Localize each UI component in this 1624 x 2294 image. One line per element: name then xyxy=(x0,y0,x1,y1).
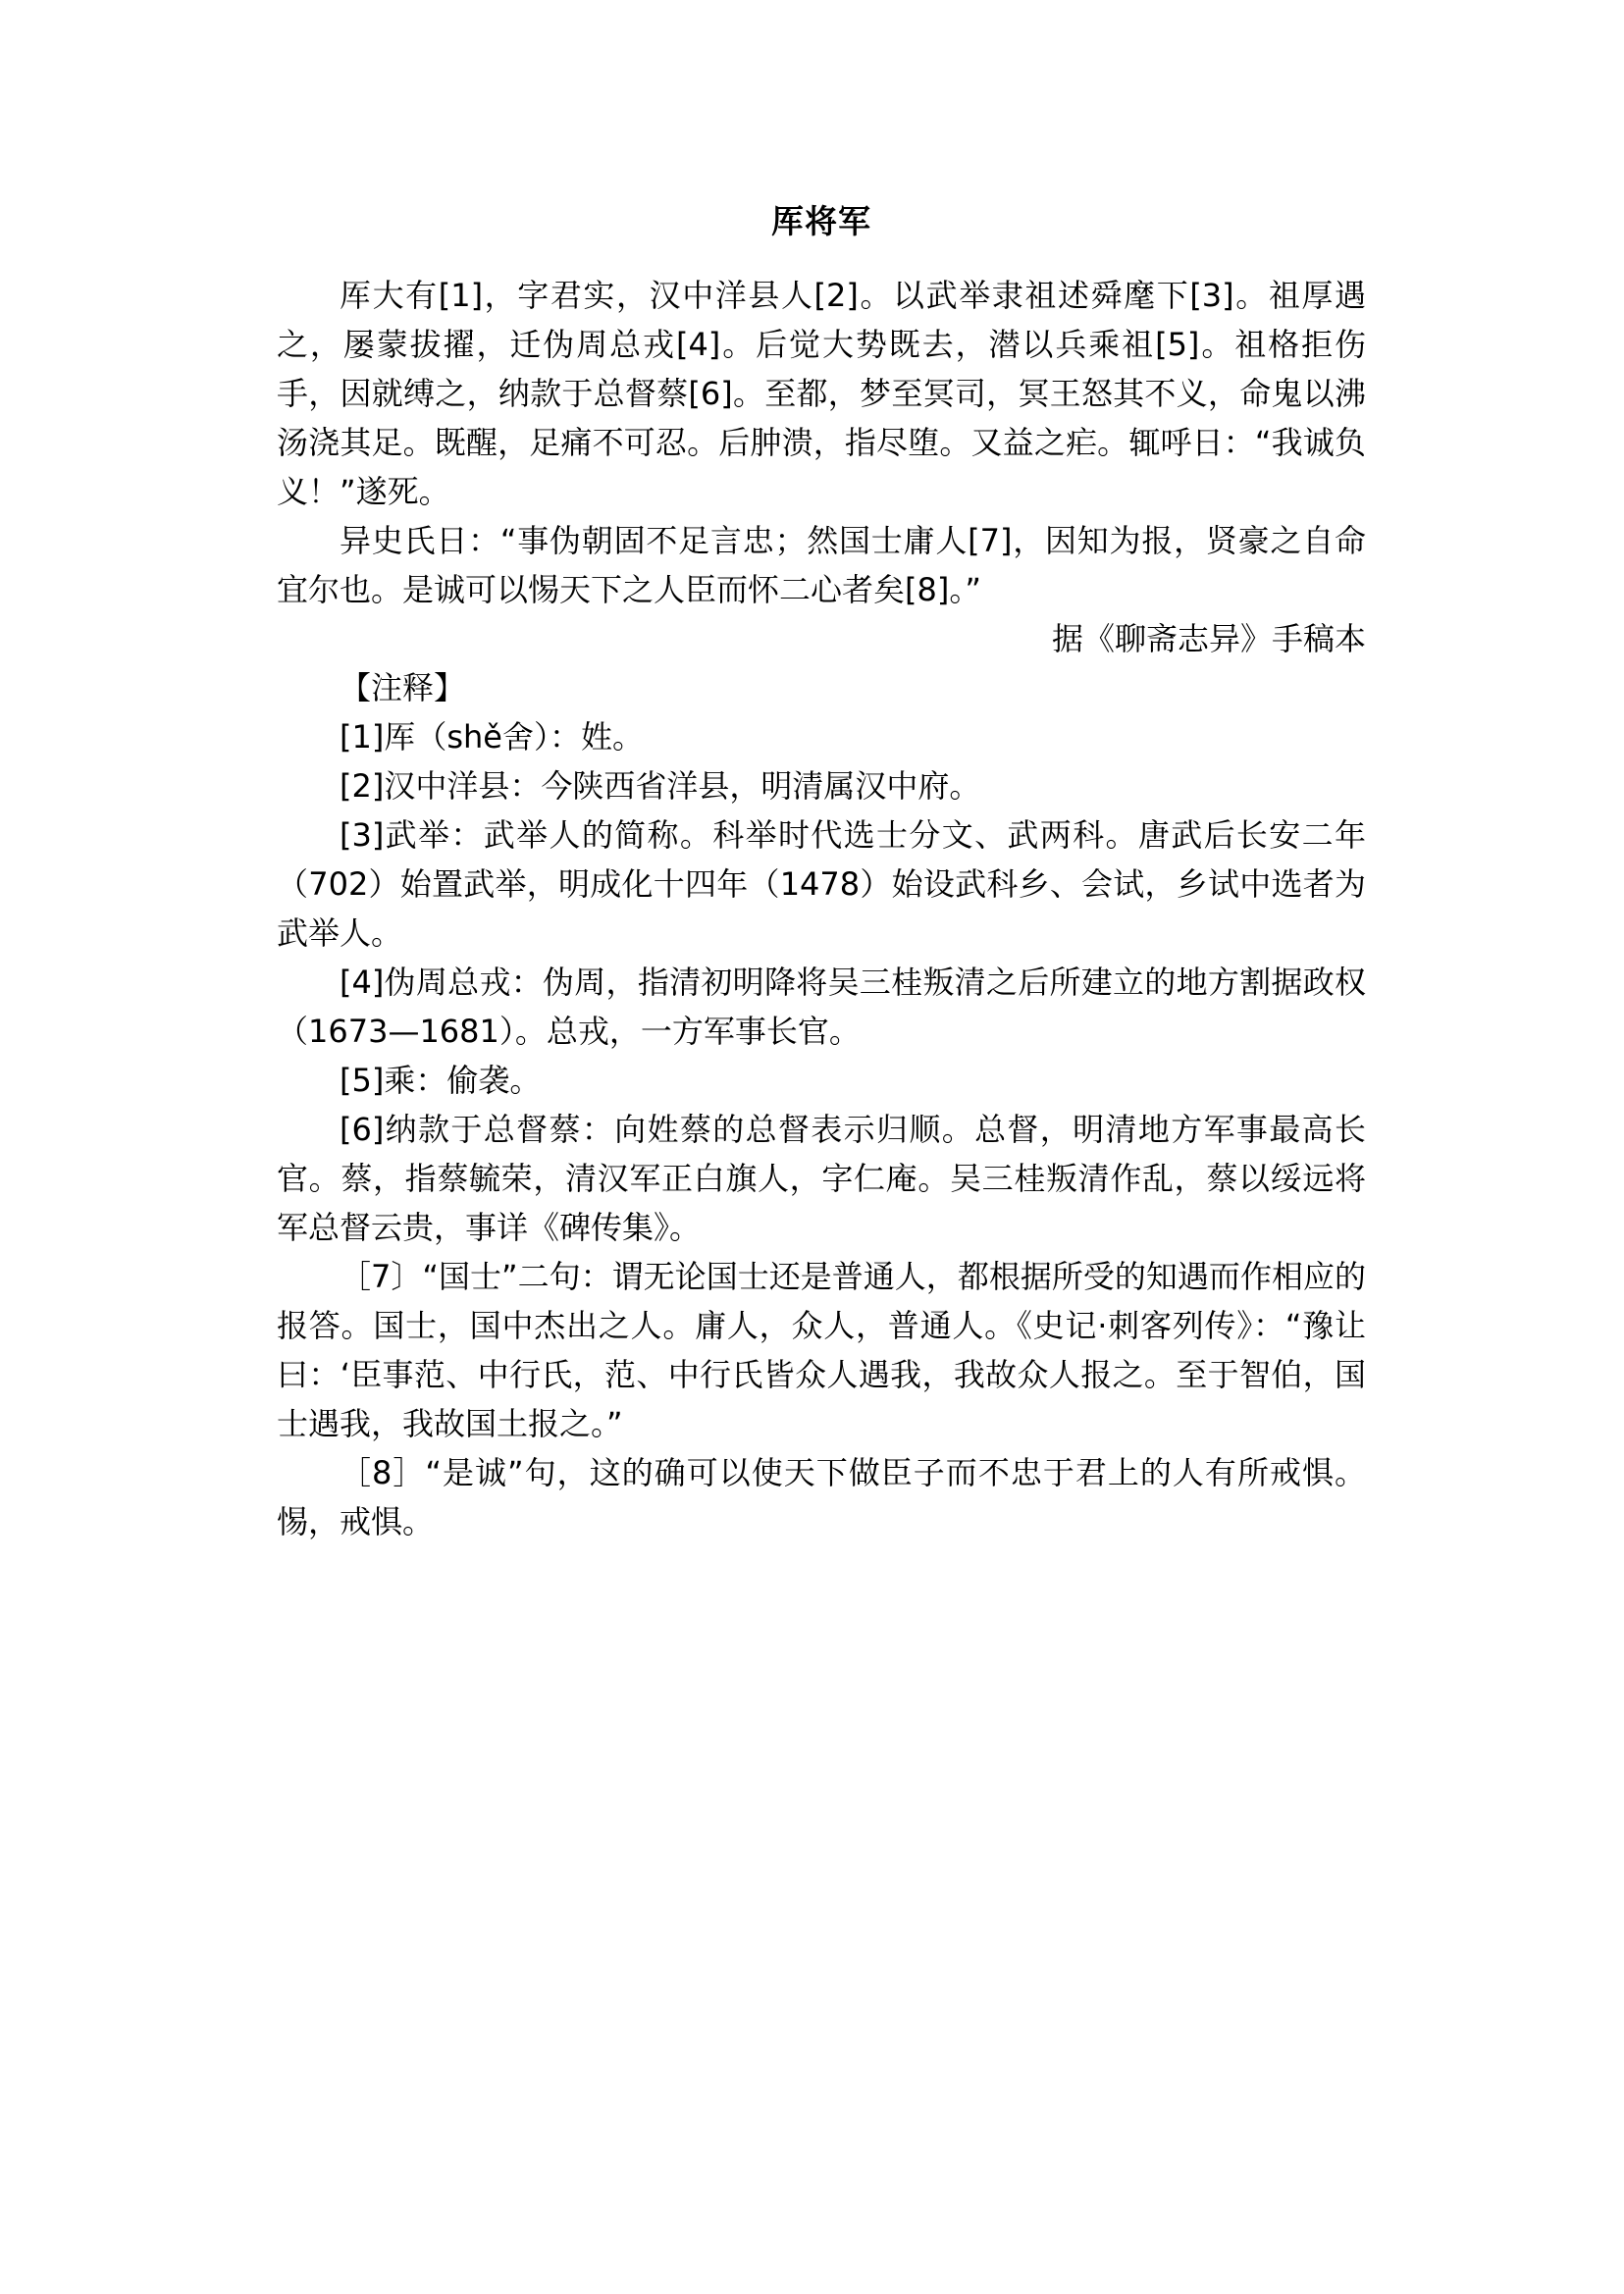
note-item: ［7〕“国士”二句：谓无论国士还是普通人，都根据所受的知遇而作相应的报答。国士，国中杰出之人。庸人，众人，普通人。《史记·刺客列传》：“豫让曰：‘臣事范、中行氏，范、中行氏皆众人遇我，我故众人报之。至于智伯，国士遇我，我故国土报之。” xyxy=(277,1258,1366,1442)
note-item: ［8］“是诚”句，这的确可以使天下做臣子而不忠于君上的人有所戒惧。惕，戒惧。 xyxy=(277,1454,1366,1540)
body-paragraph: 厍大有[1]，字君实，汉中洋县人[2]。以武举隶祖述舜麾下[3]。祖厚遇之，屡蒙拔擢，迁伪周总戎[4]。后觉大势既去，潜以兵乘祖[5]。祖格拒伤手，因就缚之，纳款于总督蔡[6]。至都，梦至冥司，冥王怒其不义，命鬼以沸汤浇其足。既醒，足痛不可忍。后肿溃，指尽堕。又益之疟。辄呼日：“我诚负义！”遂死。 xyxy=(277,277,1366,510)
note-item: [6]纳款于总督蔡：向姓蔡的总督表示归顺。总督，明清地方军事最高长官。蔡，指蔡毓荣，清汉军正白旗人，字仁庵。吴三桂叛清作乱，蔡以绥远将军总督云贵，事详《碑传集》。 xyxy=(277,1111,1366,1246)
document-page xyxy=(277,198,1366,1546)
note-item: [3]武举：武举人的简称。科举时代选士分文、武两科。唐武后长安二年（702）始置武举，明成化十四年（1478）始设武科乡、会试，乡试中选者为武举人。 xyxy=(277,816,1366,952)
commentary-paragraph: 异史氏日：“事伪朝固不足言忠；然国士庸人[7]，因知为报，贤豪之自命宜尔也。是诚可以惕天下之人臣而怀二心者矣[8]。” xyxy=(277,522,1366,608)
note-item: [4]伪周总戎：伪周，指清初明降将吴三桂叛清之后所建立的地方割据政权（1673—1681）。总戎，一方军事长官。 xyxy=(277,964,1366,1050)
document-title: 厍将军 xyxy=(771,202,871,240)
note-item: [5]乘：偷袭。 xyxy=(340,1062,542,1099)
source-citation: 据《聊斋志异》手稿本 xyxy=(1051,620,1366,657)
note-item: [1]厍（shě舍）：姓。 xyxy=(340,718,644,756)
note-item: [2]汉中洋县：今陕西省洋县，明清属汉中府。 xyxy=(340,767,981,805)
notes-heading: 【注释】 xyxy=(340,669,466,706)
